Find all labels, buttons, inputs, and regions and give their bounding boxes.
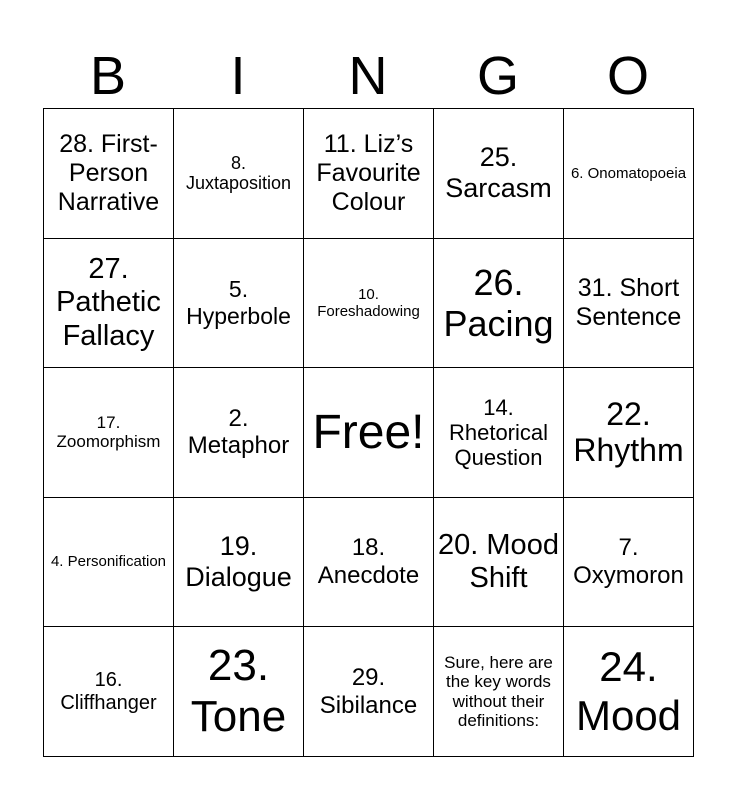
bingo-cell: 16. Cliffhanger <box>44 627 174 757</box>
bingo-cell: 26. Pacing <box>434 238 564 368</box>
grid-row <box>44 109 694 239</box>
bingo-header <box>43 44 693 108</box>
header-letter-o: O <box>606 46 649 106</box>
bingo-cell: 25. Sarcasm <box>434 109 564 239</box>
header-letter-n: N <box>348 46 388 106</box>
header-letter-i: I <box>230 46 246 106</box>
bingo-cell: 31. Short Sentence <box>564 238 694 368</box>
bingo-cell: 18. Anecdote <box>304 497 434 627</box>
bingo-cell: 11. Liz’s Favourite Colour <box>304 109 434 239</box>
grid-row <box>44 368 694 498</box>
bingo-cell: 20. Mood Shift <box>434 497 564 627</box>
grid-row <box>44 238 694 368</box>
grid-row <box>44 497 694 627</box>
bingo-cell: Sure, here are the key words without their definitions: <box>434 627 564 757</box>
bingo-cell: 17. Zoomorphism <box>44 368 174 498</box>
bingo-cell: 6. Onomatopoeia <box>564 109 694 239</box>
bingo-cell: 14. Rhetorical Question <box>434 368 564 498</box>
bingo-cell: 29. Sibilance <box>304 627 434 757</box>
bingo-cell: 4. Personification <box>44 497 174 627</box>
bingo-cell: 5. Hyperbole <box>174 238 304 368</box>
bingo-grid <box>43 108 694 757</box>
bingo-cell: 10. Foreshadowing <box>304 238 434 368</box>
free-space: Free! <box>304 368 434 498</box>
bingo-cell: 24. Mood <box>564 627 694 757</box>
bingo-cell: 23. Tone <box>174 627 304 757</box>
bingo-cell: 19. Dialogue <box>174 497 304 627</box>
header-letter-g: G <box>476 46 519 106</box>
grid-row <box>44 627 694 757</box>
bingo-cell: 27. Pathetic Fallacy <box>44 238 174 368</box>
bingo-cell: 22. Rhythm <box>564 368 694 498</box>
bingo-cell: 8. Juxtaposition <box>174 109 304 239</box>
bingo-cell: 28. First-Person Narrative <box>44 109 174 239</box>
header-letter-b: B <box>89 46 127 106</box>
bingo-cell: 7. Oxymoron <box>564 497 694 627</box>
bingo-cell: 2. Metaphor <box>174 368 304 498</box>
